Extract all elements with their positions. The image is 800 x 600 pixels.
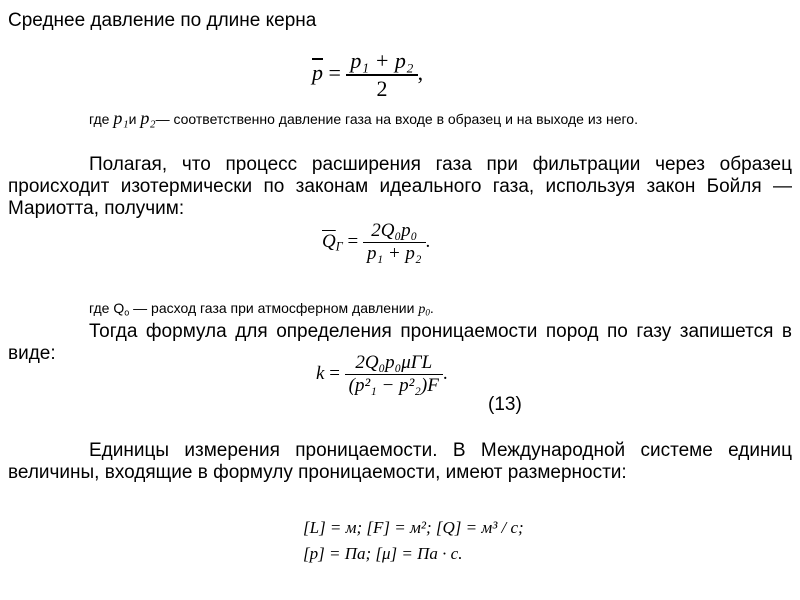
- formula2-denominator: p₁ + p₂: [363, 242, 426, 265]
- units-block: [303, 515, 524, 567]
- formula2-tail: .: [425, 230, 431, 252]
- note2-text: где Q: [89, 300, 125, 316]
- formula1-fraction: [346, 48, 417, 102]
- note-pressures: [89, 109, 638, 128]
- formula1-tail: ,: [417, 60, 424, 86]
- formula2-fraction: [363, 220, 426, 265]
- formula2-lhs: $\overline{Q}$: [322, 230, 336, 252]
- note2-sub: о: [124, 307, 130, 318]
- section-heading: Среднее давление по длине керна: [8, 10, 317, 31]
- paragraph-isothermal: Полагая, что процесс расширения газа при фильтрации через образец происходит изотермически по законам идеального газа, используя закон Бойля — Мариотта, получим:: [8, 154, 792, 219]
- note1-p2: p₂: [140, 108, 156, 128]
- formula3-fraction: [345, 352, 443, 397]
- note1-p1: p₁: [113, 108, 129, 128]
- paragraph-gas-permeability: Тогда формула для определения проницаемости пород по газу запишется в виде:: [8, 321, 792, 364]
- formula3-denominator: (p²₁ − p²₂)F: [345, 374, 443, 397]
- formula2-numerator: 2Q₀p₀: [371, 220, 418, 241]
- note2-p0: p: [418, 302, 426, 317]
- mean-pressure-formula: [312, 48, 423, 102]
- formula2-eq: =: [347, 230, 359, 252]
- equation-number: (13): [488, 394, 522, 415]
- formula1-numerator: p₁ + p₂: [350, 48, 414, 73]
- formula3-numerator: 2Q₀p₀μГL: [355, 352, 433, 373]
- note-flow-rate: [89, 299, 434, 322]
- units-line-2: [p] = Па; [μ] = Па · с.: [303, 544, 463, 563]
- formula3-eq: =: [329, 362, 340, 384]
- gas-flow-formula: [322, 220, 430, 265]
- paragraph-units: Единицы измерения проницаемости. В Международной системе единиц величины, входящие в формулу проницаемости, имеют размерности:: [8, 440, 792, 483]
- formula2-lhs-sub: Г: [335, 239, 343, 254]
- formula3-lhs: k: [316, 362, 325, 384]
- permeability-formula: [316, 352, 448, 397]
- formula1-lhs: $\overline{p}$: [312, 60, 323, 86]
- formula1-denominator: 2: [346, 74, 417, 102]
- formula3-tail: .: [442, 362, 448, 384]
- units-line-1: [L] = м; [F] = м²; [Q] = м³ / с;: [303, 518, 524, 537]
- note1-prefix: где: [89, 111, 110, 127]
- note1-and: и: [128, 111, 137, 127]
- note1-rest: — соответственно давление газа на входе в образец и на выходе из него.: [155, 111, 638, 127]
- note2-end: .: [429, 300, 434, 316]
- formula1-eq: =: [328, 60, 341, 86]
- note2-p0-sub: 0: [425, 307, 430, 318]
- note2-mid: — расход газа при атмосферном давлении: [129, 300, 419, 316]
